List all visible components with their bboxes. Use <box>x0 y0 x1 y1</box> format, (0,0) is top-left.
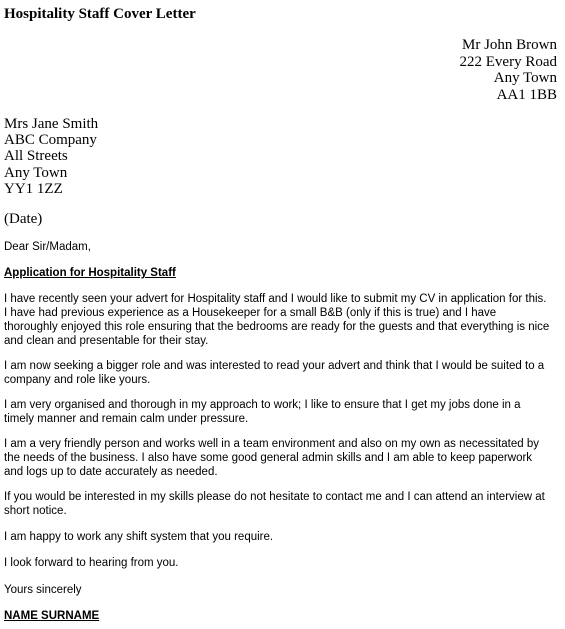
salutation: Dear Sir/Madam, <box>4 241 91 253</box>
recipient-town: Any Town <box>4 164 68 181</box>
paragraph-1: I have recently seen your advert for Hospitality staff and I would like to submit my CV in application for this. I have had previous experience as a Housekeeper for a small B&B (only if this is true) and I have thoroughly enjoyed this role ensuring that the bedrooms are ready for the guests and that everything is nice and clean and presentable for their stay. <box>4 293 550 347</box>
recipient-company: ABC Company <box>4 132 97 149</box>
sender-name: Mr John Brown <box>461 37 557 53</box>
paragraph-6: I am happy to work any shift system that you require. <box>4 531 274 543</box>
signature-name: NAME SURNAME <box>4 610 100 622</box>
paragraph-3: I am very organised and thorough in my approach to work; I like to ensure that I get my jobs done in a timely manner and remain calm under pressure. <box>4 399 521 425</box>
sender-address <box>460 37 557 103</box>
closing: Yours sincerely <box>4 584 82 596</box>
recipient-street: All Streets <box>4 148 68 165</box>
recipient-address <box>4 116 98 197</box>
sender-postcode: AA1 1BB <box>496 86 557 103</box>
paragraph-4: I am a very friendly person and works well in a team environment and also on my own as necessitated by the needs of the business. I also have some good general admin skills and I am able to keep paperwork and logs up to date accurately as needed. <box>4 438 540 478</box>
letter-date: (Date) <box>4 211 43 227</box>
sender-town: Any Town <box>493 70 557 86</box>
document-title: Hospitality Staff Cover Letter <box>4 6 196 22</box>
recipient-name: Mrs Jane Smith <box>4 116 99 132</box>
paragraph-2: I am now seeking a bigger role and was interested to read your advert and think that I would be suited to a company and role like yours. <box>4 360 545 386</box>
subject-line: Application for Hospitality Staff <box>4 267 176 279</box>
paragraph-7: I look forward to hearing from you. <box>4 557 179 569</box>
paragraph-5: If you would be interested in my skills please do not hesitate to contact me and I can attend an interview at short notice. <box>4 491 545 517</box>
sender-street: 222 Every Road <box>459 53 557 70</box>
recipient-postcode: YY1 1ZZ <box>4 180 63 197</box>
